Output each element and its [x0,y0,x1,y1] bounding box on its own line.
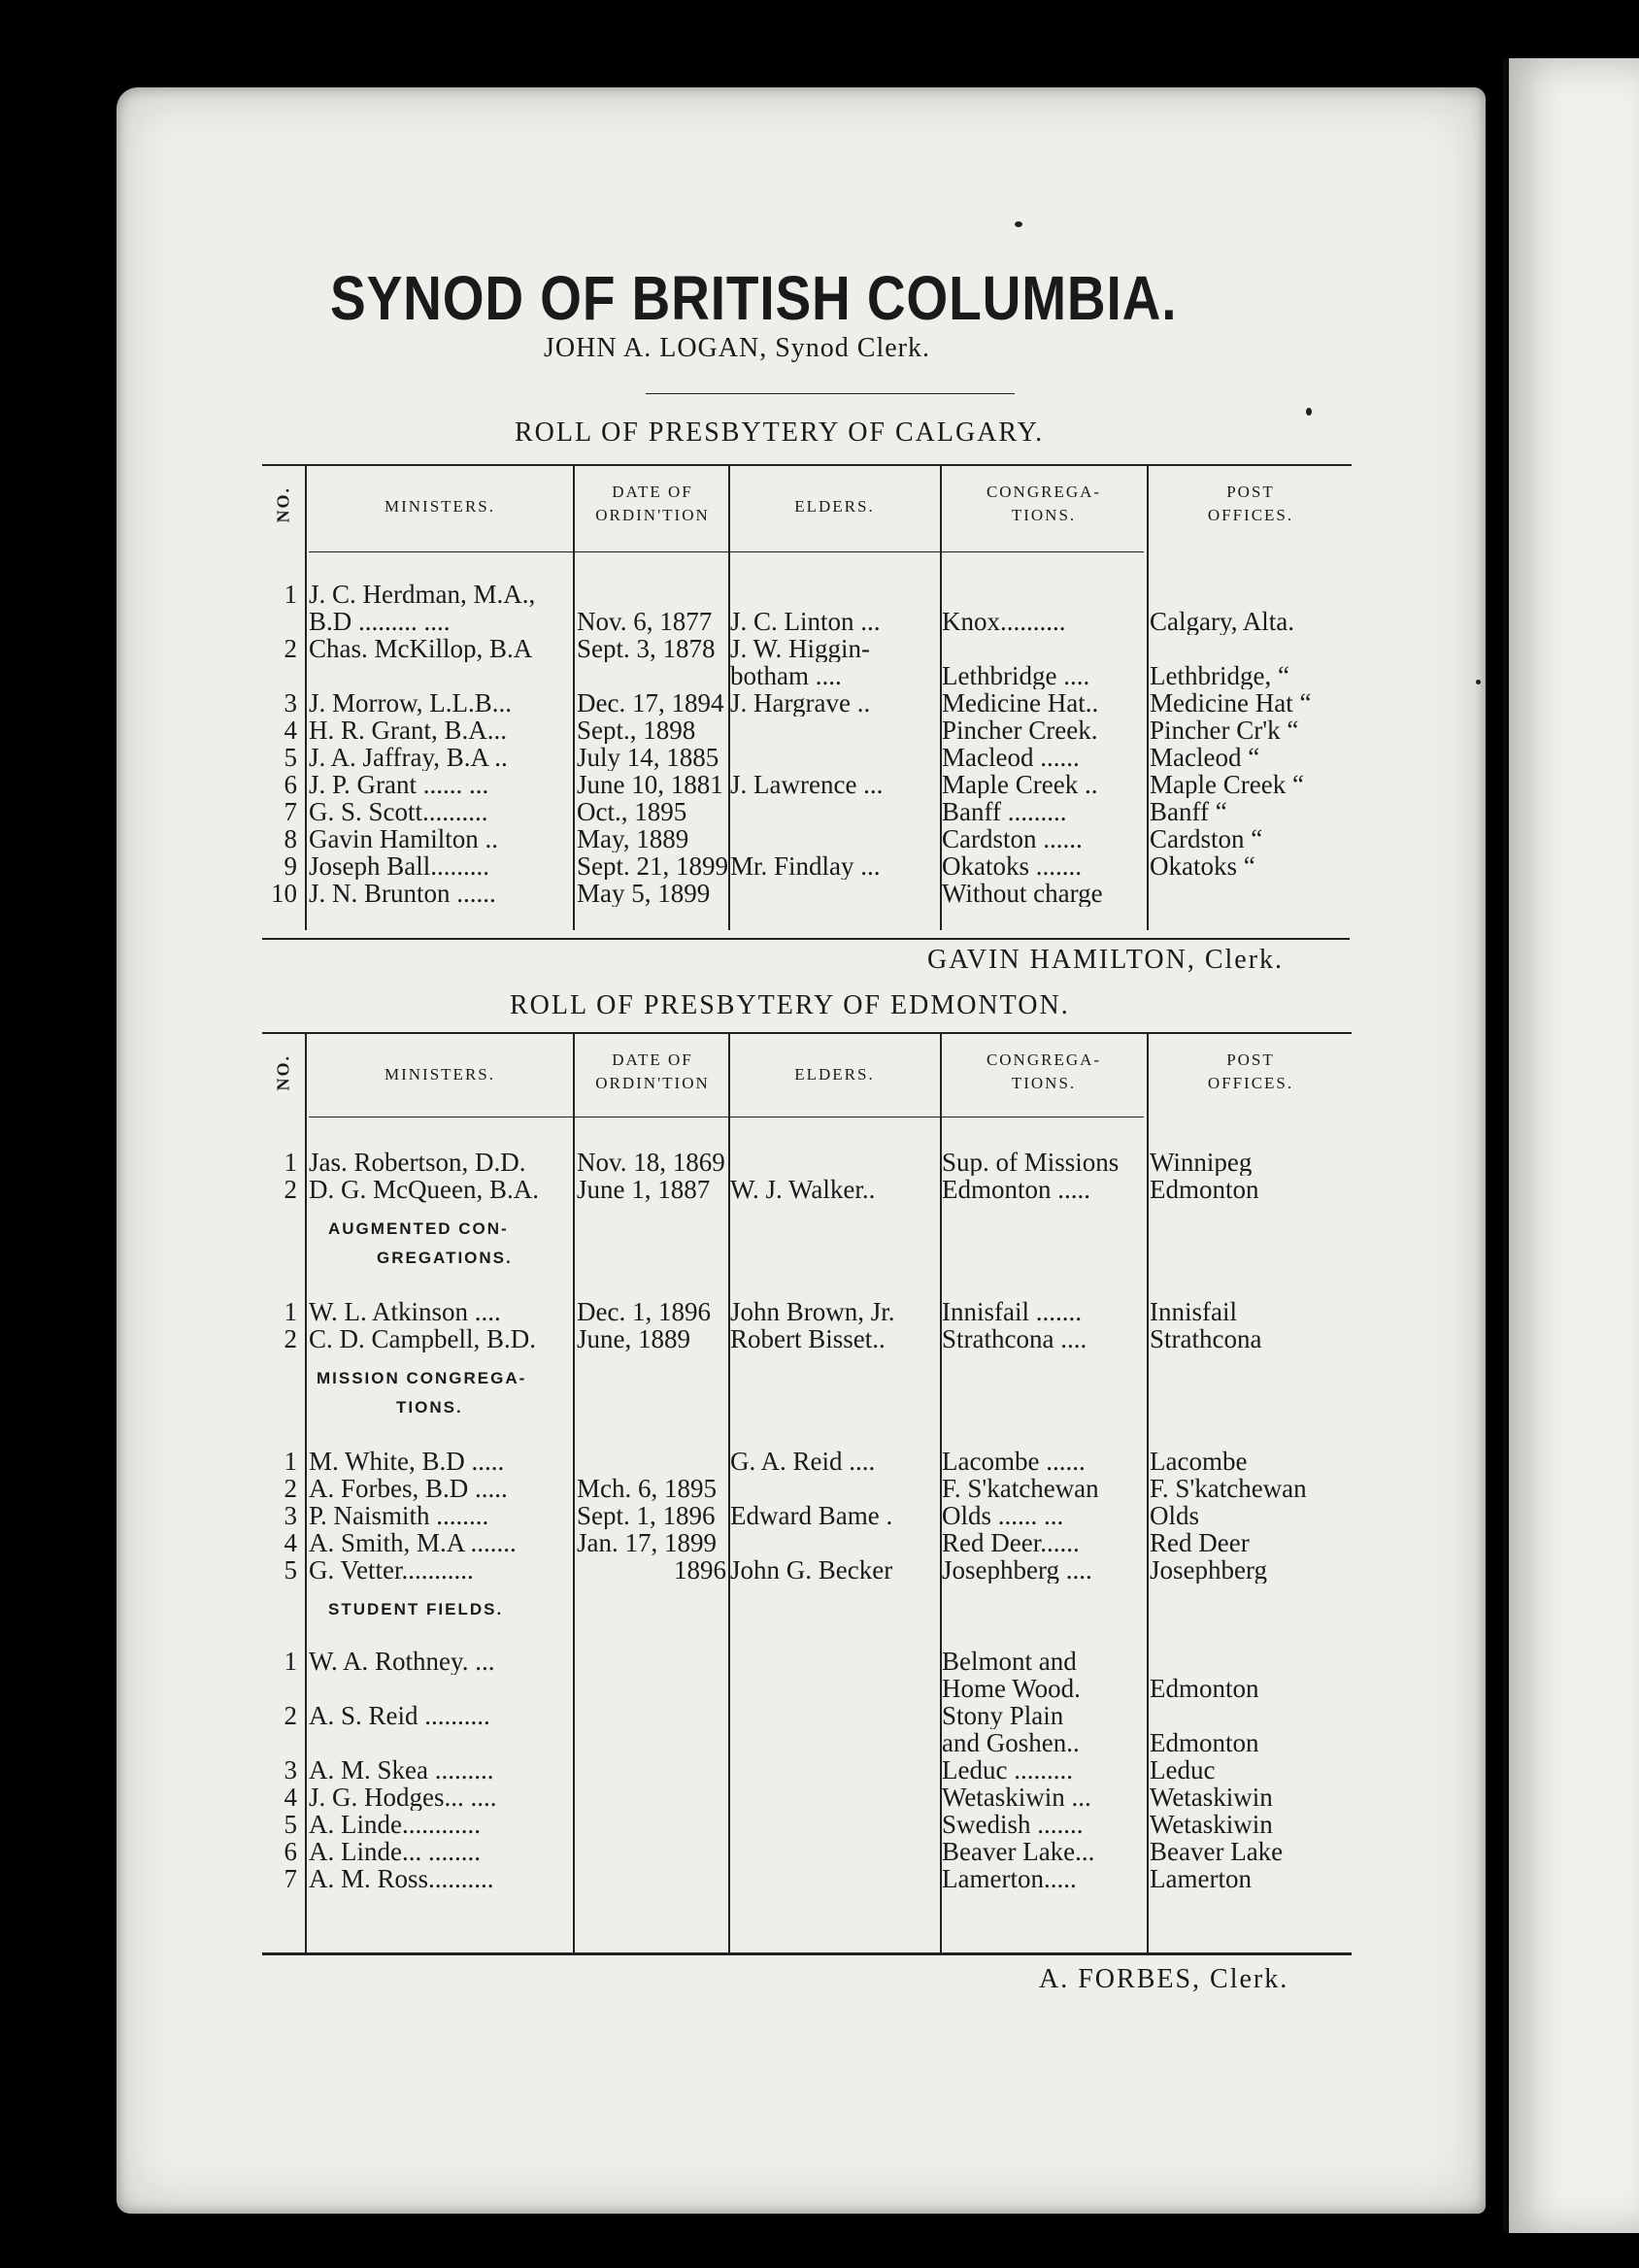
minister-name: Joseph Ball......... [309,852,489,880]
post-office: Innisfail [1150,1298,1237,1325]
table-row [260,852,1357,880]
minister-name: J. A. Jaffray, B.A .. [309,744,508,771]
post-office [1148,880,1357,907]
calgary-bottom-rule [262,938,1350,940]
ordination-date: Jan. 17, 1899 [577,1529,717,1556]
elder-name [728,1675,940,1702]
page-title: SYNOD OF BRITISH COLUMBIA. [330,263,1178,333]
congregation-name: Cardston ...... [942,825,1083,852]
adjacent-page-edge [1503,58,1639,2233]
calgary-header-top-rule [262,464,1352,466]
row-number: 5 [284,1811,297,1838]
table-row [260,662,1357,689]
minister-name: J. G. Hodges... .... [309,1784,497,1811]
post-office: Wetaskiwin [1150,1811,1273,1838]
row-number [260,662,307,689]
post-office: Edmonton [1150,1176,1259,1203]
mission-group-label: MISSION CONGREGA- TIONS. [317,1369,527,1417]
congregation-name: and Goshen.. [942,1729,1080,1756]
elder-name: John G. Becker [730,1556,893,1584]
congregation-name: Lamerton..... [942,1865,1077,1892]
minister-name: W. L. Atkinson .... [309,1298,501,1325]
post-office: Josephberg [1150,1556,1267,1584]
post-office: Wetaskiwin [1150,1784,1273,1811]
minister-name: H. R. Grant, B.A... [309,717,507,744]
row-number: 3 [284,1756,297,1784]
edmonton-heading: ROLL OF PRESBYTERY OF EDMONTON. [510,990,1070,1020]
title-divider [646,393,1015,394]
ordination-date: Nov. 18, 1869 [577,1149,725,1176]
congregation-name: Home Wood. [942,1675,1081,1702]
post-office: Lamerton [1150,1865,1252,1892]
congregation-name: Banff ......... [942,798,1067,825]
elder-name: J. Lawrence ... [730,771,884,798]
row-number: 2 [284,1176,297,1203]
post-office: Macleod “ [1150,744,1260,771]
congregation-name: Pincher Creek. [942,717,1098,744]
row-number: 2 [284,1702,297,1729]
elder-name: J. Hargrave .. [730,689,871,717]
minister-name: A. Forbes, B.D ..... [309,1475,508,1502]
minister-name: Gavin Hamilton .. [309,825,498,852]
ordination-date: Sept. 1, 1896 [577,1502,716,1529]
row-number: 4 [284,1529,297,1556]
congregation-name: Stony Plain [942,1702,1064,1729]
post-office: Leduc [1150,1756,1216,1784]
calgary-col-no-header: NO. [273,486,293,523]
edmonton-roll-table [260,1149,1357,1892]
table-row [260,1838,1357,1865]
elder-name: J. W. Higgin- [730,635,871,662]
row-number: 2 [284,1325,297,1352]
table-row [260,1325,1357,1352]
elder-name [728,798,940,825]
minister-name: A. M. Ross.......... [309,1865,494,1892]
minister-name: J. Morrow, L.L.B... [309,689,512,717]
congregation-name: Macleod ...... [942,744,1080,771]
ordination-date: Nov. 6, 1877 [577,608,713,635]
elder-name [728,1811,940,1838]
calgary-clerk: GAVIN HAMILTON, Clerk. [927,945,1285,975]
elder-name: Mr. Findlay ... [730,852,881,880]
elder-name [728,1756,940,1784]
row-number: 9 [284,852,297,880]
row-number: 1 [284,581,297,608]
row-number: 5 [284,744,297,771]
congregation-name [940,581,1148,608]
row-number: 7 [284,1865,297,1892]
row-number: 6 [284,771,297,798]
elder-name: Robert Bisset.. [730,1325,886,1352]
congregation-name: Innisfail ....... [942,1298,1082,1325]
ordination-date: June, 1889 [577,1325,690,1352]
congregation-name: F. S'katchewan [942,1475,1099,1502]
elder-name [728,1784,940,1811]
row-number: 10 [271,880,297,907]
elder-name [728,825,940,852]
calgary-header-bottom-rule [309,551,1144,552]
congregation-name: Swedish ....... [942,1811,1084,1838]
calgary-heading: ROLL OF PRESBYTERY OF CALGARY. [515,417,1045,448]
edmonton-col-post-header: POST OFFICES. [1207,1051,1294,1092]
calgary-col-elders-header: ELDERS. [794,497,875,516]
post-office: Red Deer [1150,1529,1250,1556]
row-number: 1 [284,1298,297,1325]
post-office [1148,1702,1357,1729]
minister-name: P. Naismith ........ [309,1502,489,1529]
ordination-date: Oct., 1895 [577,798,687,825]
minister-name: J. N. Brunton ...... [309,880,496,907]
table-row [260,1502,1357,1529]
ink-speck [1476,680,1481,684]
row-number [260,1675,307,1702]
table-row [260,1149,1357,1176]
ordination-date [575,1448,728,1475]
elder-name [728,880,940,907]
calgary-col-ministers-header: MINISTERS. [385,497,495,516]
elder-name: G. A. Reid .... [730,1448,876,1475]
post-office: Banff “ [1150,798,1227,825]
edmonton-header-top-rule [262,1032,1352,1034]
congregation-name: Leduc ......... [942,1756,1073,1784]
minister-name: A. Linde... ........ [309,1838,481,1865]
congregation-name: Red Deer...... [942,1529,1080,1556]
post-office [1148,581,1357,608]
post-office: Edmonton [1150,1675,1259,1702]
post-office: Lacombe [1150,1448,1248,1475]
row-number: 2 [284,635,297,662]
elder-name [728,1475,940,1502]
post-office: Okatoks “ [1150,852,1255,880]
post-office: Olds [1150,1502,1200,1529]
ordination-date [575,1675,728,1702]
table-row [260,1529,1357,1556]
minister-name: J. P. Grant ...... ... [309,771,489,798]
elder-name [728,1729,940,1756]
table-row [260,825,1357,852]
edmonton-col-ministers-header: MINISTERS. [385,1065,495,1084]
ordination-date: July 14, 1885 [577,744,719,771]
ordination-date: Dec. 1, 1896 [577,1298,711,1325]
table-row [260,744,1357,771]
row-number: 7 [284,798,297,825]
elder-name: botham .... [730,662,842,689]
table-row [260,1729,1357,1756]
minister-name: W. A. Rothney. ... [309,1648,495,1675]
elder-name [728,1838,940,1865]
congregation-name: Wetaskiwin ... [942,1784,1091,1811]
congregation-name: Medicine Hat.. [942,689,1099,717]
congregation-name [940,635,1148,662]
augmented-group-label: AUGMENTED CON- GREGATIONS. [328,1219,513,1267]
table-row [260,717,1357,744]
ink-speck [1306,408,1312,416]
minister-name [307,1675,575,1702]
post-office [1148,1648,1357,1675]
minister-name: G. S. Scott.......... [309,798,488,825]
ordination-date: Sept. 21, 1899 [577,852,728,880]
ordination-date [575,662,728,689]
calgary-col-date-header: DATE OF ORDIN'TION [595,483,710,524]
row-number: 1 [284,1448,297,1475]
row-number [260,608,307,635]
table-row [260,1784,1357,1811]
table-row [260,1448,1357,1475]
post-office: Lethbridge, “ [1150,662,1289,689]
table-row [260,689,1357,717]
elder-name: W. J. Walker.. [730,1176,876,1203]
ordination-date [575,1756,728,1784]
congregation-name: Beaver Lake... [942,1838,1095,1865]
congregation-name: Edmonton ..... [942,1176,1090,1203]
minister-name: G. Vetter........... [309,1556,474,1584]
calgary-col-congregations-header: CONGREGA- TIONS. [986,483,1102,524]
table-row [260,798,1357,825]
post-office: Cardston “ [1150,825,1263,852]
row-number: 4 [284,1784,297,1811]
elder-name [728,1865,940,1892]
post-office: Calgary, Alta. [1150,608,1294,635]
table-row [260,1475,1357,1502]
elder-name: J. C. Linton ... [730,608,881,635]
minister-name: C. D. Campbell, B.D. [309,1325,536,1352]
edmonton-col-date-header: DATE OF ORDIN'TION [595,1051,710,1092]
table-row [260,1702,1357,1729]
ink-speck [1015,221,1022,227]
row-number: 8 [284,825,297,852]
congregation-name: Without charge [942,880,1103,907]
post-office: F. S'katchewan [1150,1475,1307,1502]
edmonton-clerk: A. FORBES, Clerk. [1039,1964,1289,1994]
ordination-date: Dec. 17, 1894 [577,689,724,717]
minister-name: Jas. Robertson, D.D. [309,1149,526,1176]
ordination-date: Sept., 1898 [577,717,696,744]
ordination-date: 1896 [674,1556,726,1584]
elder-name [728,1149,940,1176]
elder-name [728,1529,940,1556]
minister-name: M. White, B.D ..... [309,1448,505,1475]
edmonton-col-elders-header: ELDERS. [794,1065,875,1084]
congregation-name: Okatoks ....... [942,852,1082,880]
congregation-name: Lacombe ...... [942,1448,1086,1475]
table-row [260,1648,1357,1675]
calgary-roll-table [260,581,1357,907]
table-row [260,635,1357,662]
congregation-name: Olds ...... ... [942,1502,1064,1529]
row-number: 1 [284,1149,297,1176]
table-row [260,608,1357,635]
congregation-name: Lethbridge .... [942,662,1090,689]
ordination-date: June 1, 1887 [577,1176,711,1203]
table-row [260,581,1357,608]
minister-name: D. G. McQueen, B.A. [309,1176,539,1203]
edmonton-col-congregations-header: CONGREGA- TIONS. [986,1051,1102,1092]
row-number: 1 [284,1648,297,1675]
ordination-date [575,1838,728,1865]
ordination-date: Mch. 6, 1895 [577,1475,717,1502]
table-row [260,1675,1357,1702]
table-row [260,1756,1357,1784]
ordination-date [575,1702,728,1729]
synod-clerk-line: JOHN A. LOGAN, Synod Clerk. [544,333,930,363]
row-number: 4 [284,717,297,744]
minister-name: J. C. Herdman, M.A., [309,581,536,608]
table-row [260,1176,1357,1203]
ordination-date [575,1865,728,1892]
congregation-name: Maple Creek .. [942,771,1098,798]
ordination-date [575,1784,728,1811]
row-number: 6 [284,1838,297,1865]
table-row [260,1298,1357,1325]
edmonton-bottom-rule [262,1952,1352,1955]
student-group-label: STUDENT FIELDS. [328,1600,504,1618]
minister-name: A. Smith, M.A ....... [309,1529,517,1556]
elder-name: John Brown, Jr. [730,1298,895,1325]
minister-name [307,662,575,689]
ordination-date: Sept. 3, 1878 [577,635,716,662]
congregation-name: Strathcona .... [942,1325,1087,1352]
table-row [260,1865,1357,1892]
calgary-col-post-header: POST OFFICES. [1207,483,1294,524]
table-row [260,771,1357,798]
ordination-date [575,581,728,608]
post-office: Pincher Cr'k “ [1150,717,1299,744]
post-office [1148,635,1357,662]
table-row [260,1811,1357,1838]
row-number: 2 [284,1475,297,1502]
table-row [260,1556,1357,1584]
elder-name [728,744,940,771]
post-office: Maple Creek “ [1150,771,1304,798]
minister-name: Chas. McKillop, B.A [309,635,533,662]
row-number: 3 [284,1502,297,1529]
minister-name: A. S. Reid .......... [309,1702,490,1729]
congregation-name: Sup. of Missions [942,1149,1120,1176]
elder-name: Edward Bame . [730,1502,893,1529]
ordination-date: May 5, 1899 [577,880,711,907]
post-office: Medicine Hat “ [1150,689,1312,717]
minister-name: B.D ......... .... [309,608,451,635]
congregation-name: Belmont and [942,1648,1077,1675]
row-number [260,1729,307,1756]
post-office: Strathcona [1150,1325,1262,1352]
minister-name: A. Linde............ [309,1811,481,1838]
congregation-name: Knox.......... [942,608,1066,635]
post-office: Edmonton [1150,1729,1259,1756]
congregation-name: Josephberg .... [942,1556,1092,1584]
post-office: Winnipeg [1150,1149,1253,1176]
elder-name [728,717,940,744]
ordination-date: May, 1889 [577,825,689,852]
ordination-date [575,1729,728,1756]
ordination-date: June 10, 1881 [577,771,723,798]
ordination-date [575,1648,728,1675]
row-number: 5 [284,1556,297,1584]
post-office: Beaver Lake [1150,1838,1284,1865]
edmonton-col-no-header: NO. [273,1054,293,1091]
minister-name [307,1729,575,1756]
elder-name [728,1648,940,1675]
row-number: 3 [284,689,297,717]
elder-name [728,581,940,608]
table-row [260,880,1357,907]
minister-name: A. M. Skea ......... [309,1756,494,1784]
ordination-date [575,1811,728,1838]
elder-name [728,1702,940,1729]
